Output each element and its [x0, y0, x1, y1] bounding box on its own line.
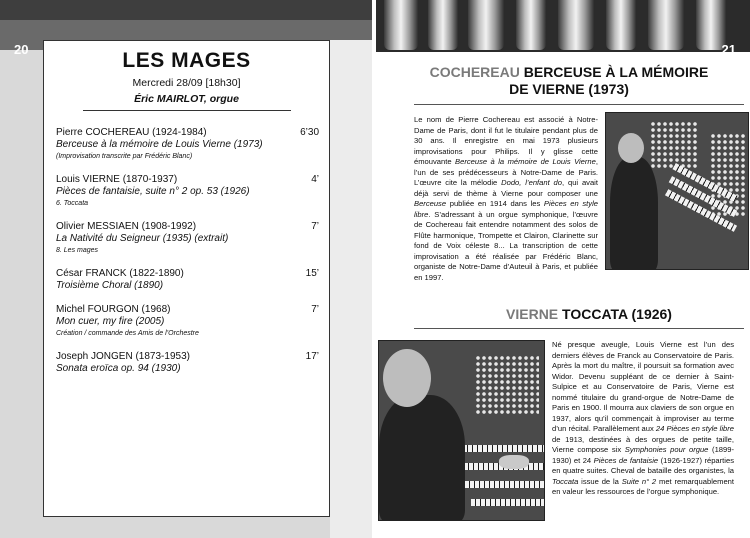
- italic-text-run: 24 Pièces en style libre: [655, 424, 734, 433]
- work-item: [56, 351, 319, 375]
- organ-pipe: [516, 0, 546, 50]
- program-title: LES MAGES: [122, 49, 251, 72]
- text-run: . S’adressant à un orgue symphonique, l’œuvre de Cochereau fait entendre notamment des solos de Flûte harmonique, Trompette et Clairon, Clarinette sur fond de Voix céleste 8... La transcription de cette improvisation a été réalisée par Frédéric Blanc, organiste de Notre-Dame d’Auteuil à Paris, et publiée en 1997.: [414, 209, 598, 282]
- work-composer: Pierre COCHEREAU (1924-1984): [56, 127, 207, 138]
- text-run: Né presque aveugle, Louis Vierne est l’un des derniers élèves de Franck au Conservatoire de Paris. Après la mort du maître, il poursuit sa formation avec Widor. Devenu suppléant de ce dernier à Saint-Sulpice et au Conservatoire de Paris, Vierne est nommé titulaire du grand-orgue de Notre-Dame de Paris en 1900. Il mourra aux claviers de son orgue en 1937, alors qu’il commençait à improviser au terme d’un récital. Parallèlement aux: [552, 340, 734, 433]
- vierne-hand: [499, 455, 529, 469]
- heading-composer: COCHEREAU: [429, 64, 520, 80]
- italic-text-run: Pièces en style libre: [414, 199, 598, 219]
- italic-text-run: Berceuse: [414, 199, 447, 208]
- program-box: [43, 40, 330, 517]
- organ-manual: [453, 445, 545, 452]
- work-title: Mon cuer, my fire (2005): [56, 316, 165, 327]
- program-date: Mercredi 28/09 [18h30]: [132, 77, 241, 89]
- work-title: Berceuse à la mémoire de Louis Vierne (1973): [56, 139, 263, 150]
- work-duration: 17’: [305, 351, 319, 362]
- section-divider: [414, 328, 744, 329]
- work-item: [56, 268, 319, 292]
- work-title: La Nativité du Seigneur (1935) (extrait): [56, 233, 229, 244]
- organ-pipes-banner: [376, 0, 750, 52]
- organist-head: [618, 133, 644, 163]
- work-duration: 15’: [305, 268, 319, 279]
- text-run: issue de la: [578, 476, 622, 486]
- text-run: de 1913, destinées à des orgues de petite taille, Vierne compose six: [552, 434, 734, 454]
- text-run: met remarquablement en valeur les ressources de l’orgue symphonique.: [552, 476, 734, 496]
- section-heading-vierne: [484, 306, 694, 322]
- italic-text-run: Toccata: [552, 476, 579, 486]
- work-title: Sonata eroïca op. 94 (1930): [56, 363, 181, 374]
- section-divider: [414, 104, 744, 105]
- organist-console-photo: [605, 112, 749, 270]
- work-note: 8. Les mages: [56, 247, 99, 254]
- work-item: [56, 174, 319, 209]
- work-duration: 4’: [311, 174, 319, 185]
- page-number-right: 21: [721, 42, 736, 57]
- organ-pipe: [648, 0, 684, 50]
- work-composer: Joseph JONGEN (1873-1953): [56, 351, 190, 362]
- work-composer: Michel FOURGON (1968): [56, 304, 171, 315]
- header-dark-band: [0, 0, 372, 20]
- heading-work-title: TOCCATA (1926): [562, 306, 672, 322]
- work-composer: César FRANCK (1822-1890): [56, 268, 184, 279]
- stop-knobs: [650, 121, 698, 169]
- page-number-left: 20: [14, 42, 29, 57]
- text-run: , qui avait déjà servi de thème à Vierne pour composer une: [414, 178, 598, 198]
- vierne-head: [383, 349, 431, 407]
- work-composer: Louis VIERNE (1870-1937): [56, 174, 178, 185]
- work-item: [56, 221, 319, 256]
- heading-composer: VIERNE: [506, 306, 559, 322]
- work-duration: 6’30: [300, 127, 319, 138]
- stop-knobs: [475, 355, 539, 415]
- right-page: [376, 0, 750, 538]
- work-duration: 7’: [311, 304, 319, 315]
- work-composer: Olivier MESSIAEN (1908-1992): [56, 221, 197, 232]
- page-gutter: [330, 40, 372, 538]
- article-vierne: [552, 340, 734, 498]
- organ-manual: [471, 499, 545, 506]
- article-cochereau: [414, 115, 598, 283]
- work-item: [56, 304, 319, 339]
- italic-text-run: Symphonies pour orgue: [624, 445, 709, 454]
- work-note: Création / commande des Amis de l’Orchestre: [56, 330, 199, 337]
- work-item: [56, 127, 319, 162]
- text-run: (1926-1927) réparties en quatre suites. Cheval de bataille des organistes, la: [552, 455, 734, 475]
- work-title: Troisième Choral (1890): [56, 280, 164, 291]
- work-title: Pièces de fantaisie, suite n° 2 op. 53 (1926): [56, 186, 250, 197]
- italic-text-run: Suite n° 2: [621, 476, 657, 486]
- organ-pipe: [384, 0, 418, 50]
- left-page: [0, 0, 372, 538]
- italic-text-run: Berceuse à la mémoire de Louis Vierne: [455, 157, 596, 166]
- work-duration: 7’: [311, 221, 319, 232]
- program-divider: [83, 110, 291, 111]
- work-note: 6. Toccata: [56, 200, 89, 207]
- work-note: (Improvisation transcrite par Frédéric Blanc): [56, 153, 193, 160]
- heading-work-title: BERCEUSE À LA MÉMOIRE DE VIERNE (1973): [509, 64, 709, 97]
- program-performer: Éric MAIRLOT, orgue: [134, 93, 239, 105]
- vierne-figure: [379, 395, 465, 521]
- section-heading-cochereau: [424, 64, 714, 98]
- works-list: [44, 127, 329, 375]
- vierne-at-organ-photo: [378, 340, 545, 521]
- organ-pipe: [606, 0, 636, 50]
- text-run: Le nom de Pierre Cochereau est associé à Notre-Dame de Paris, dont il fut le titulaire pendant plus de 30 ans. Il enregistre en mai 1973 plusieurs improvisations pour Philips. Il y glisse cette émouvante: [414, 115, 598, 166]
- text-run: , l’un de ses prédécesseurs à Notre-Dame de Paris. L’œuvre cite la mélodie: [414, 157, 599, 187]
- organist-figure: [610, 157, 658, 270]
- organ-pipe: [558, 0, 594, 50]
- italic-text-run: Dodo, l’enfant do: [501, 178, 563, 187]
- text-run: publiée en 1914 dans les: [446, 199, 544, 208]
- text-run: (1899-1930) et 24: [552, 445, 734, 465]
- organ-manual: [465, 481, 545, 488]
- organ-pipe: [428, 0, 458, 50]
- organ-pipe: [468, 0, 504, 50]
- italic-text-run: Pièces de fantaisie: [593, 455, 659, 465]
